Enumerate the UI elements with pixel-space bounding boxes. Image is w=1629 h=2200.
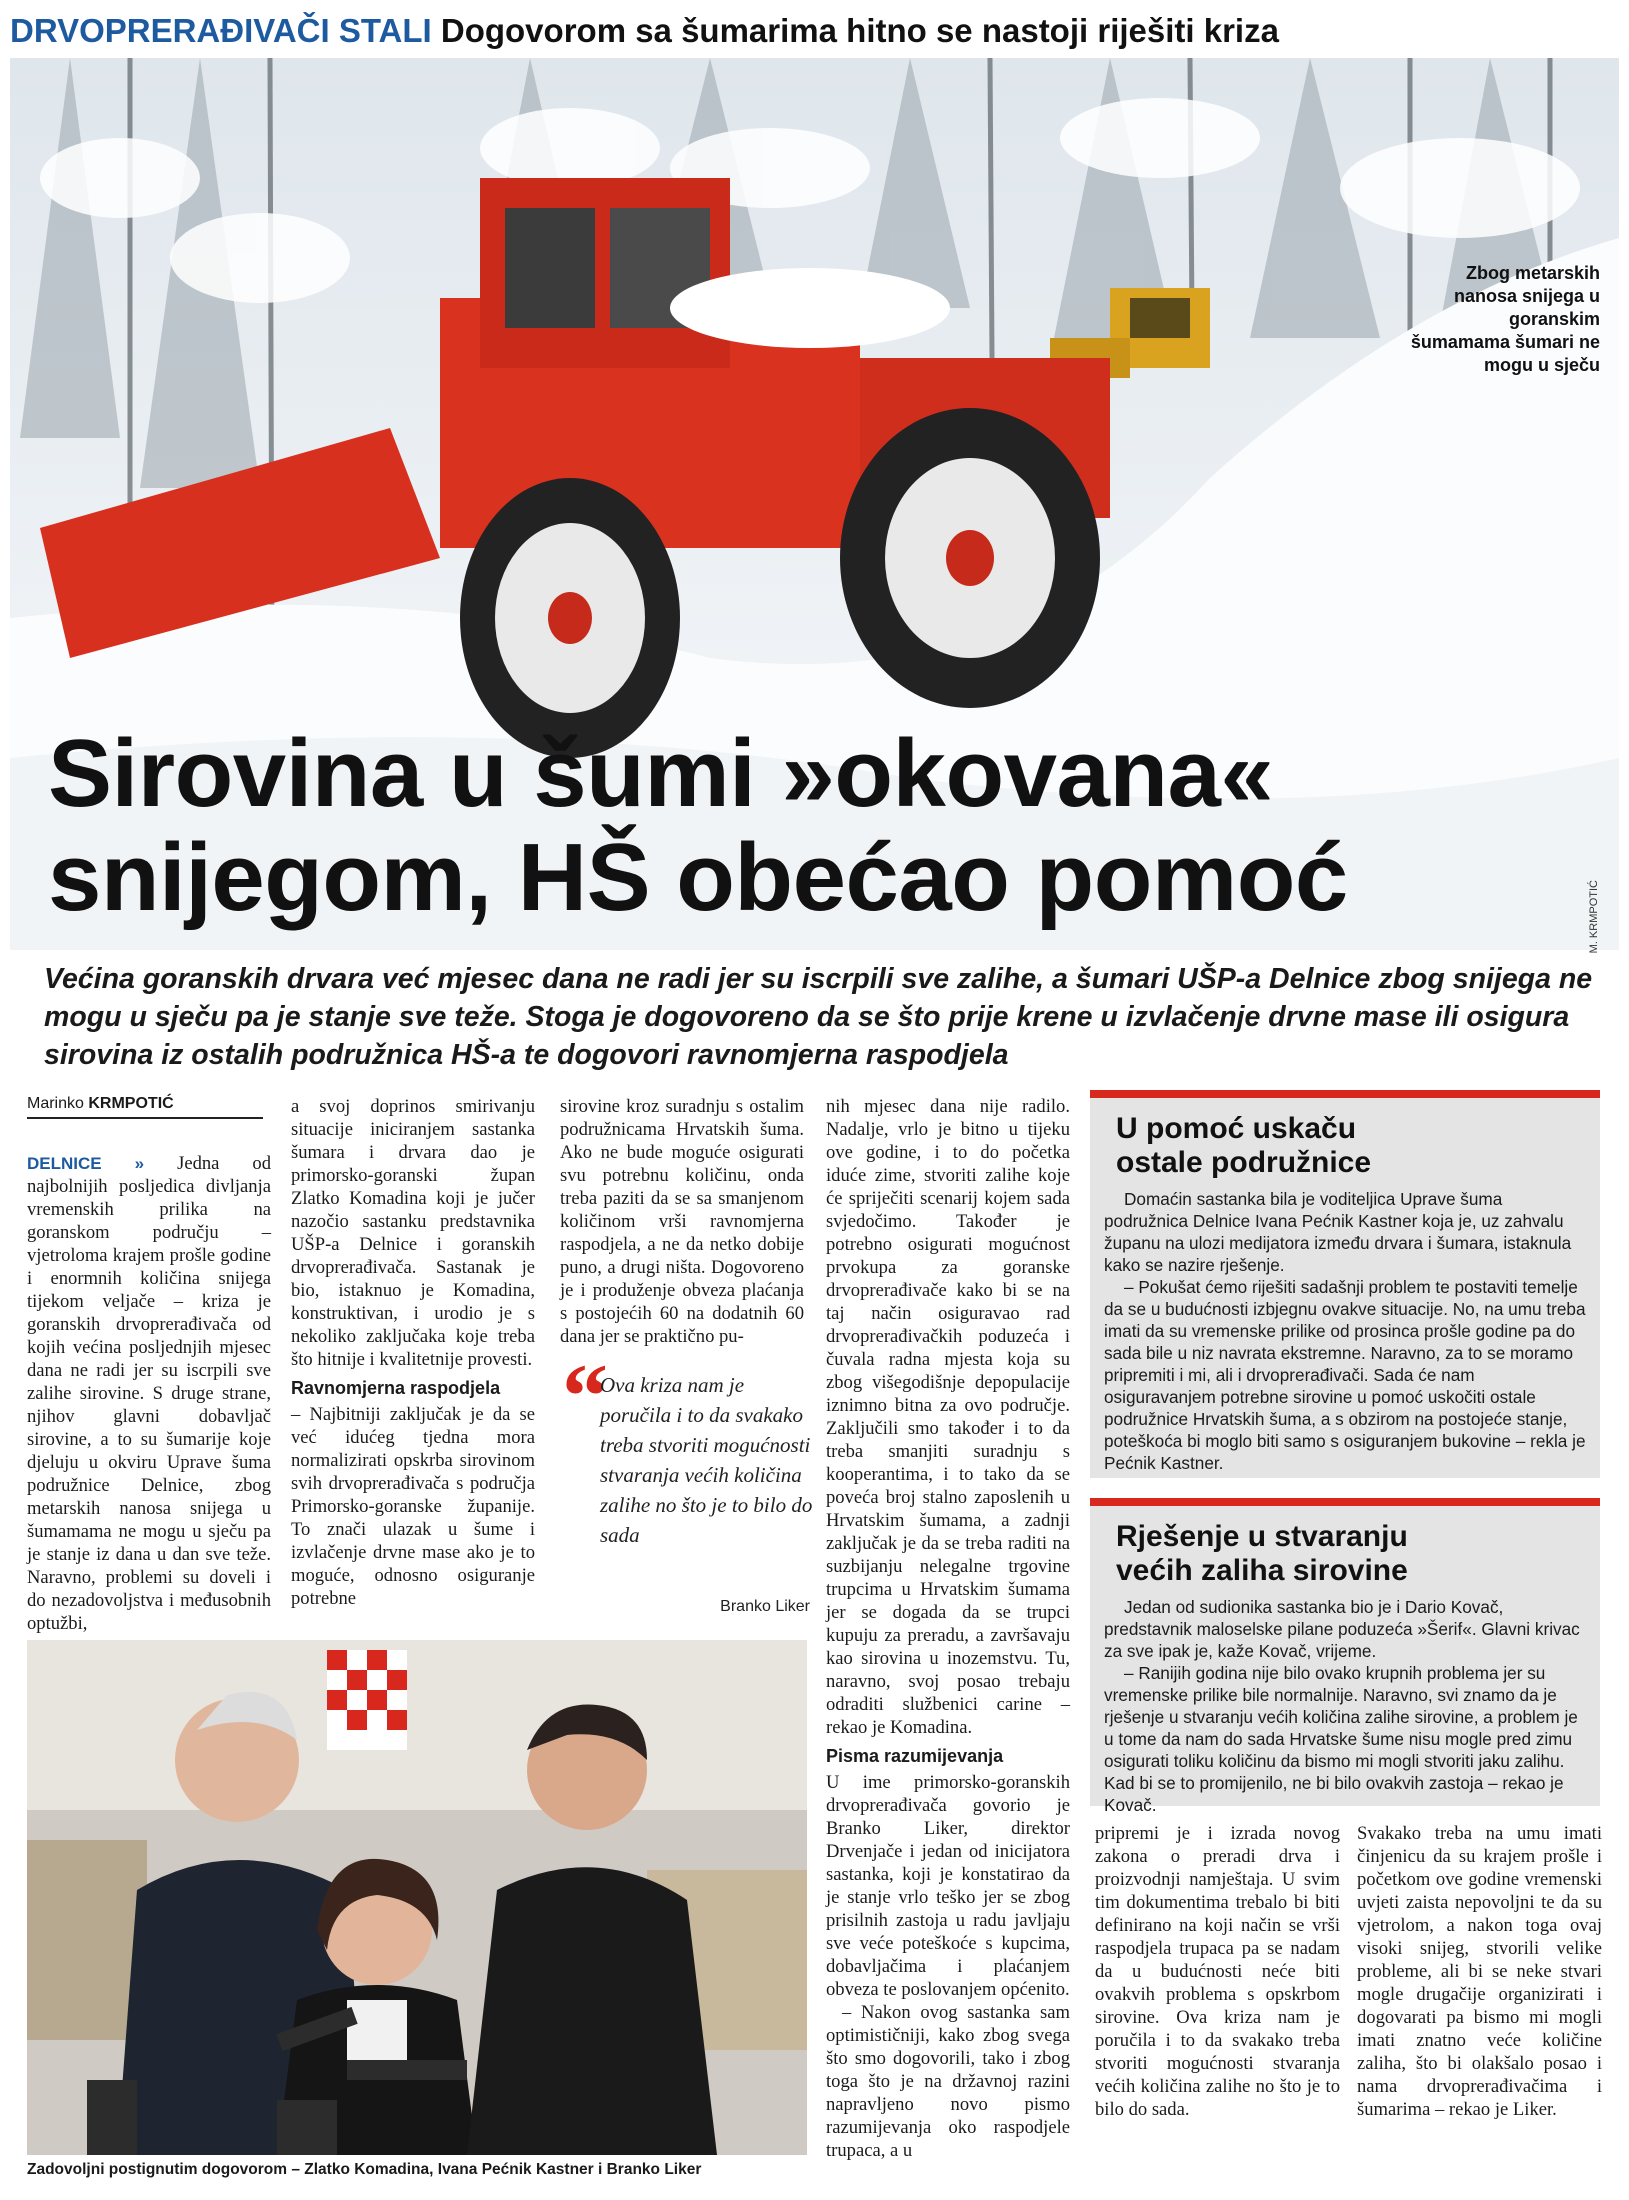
sidebar-1-paragraph-2: – Pokušat ćemo riješiti sadašnji problem te postaviti temelje da se u budućnosti izbjegnu ovakve situacije. No, na umu treba imati da su vremenske prilike od prosinca prošle godine pa do sada bile u niz navrata ekstremne. Naravno, za to se moramo pripremiti i mi, ali i drvoprerađivači. Sada će nam osiguravanjem potrebne sirovine u pomoć uskočiti ostale podružnice Hrvatskih šuma, a s obzirom na postojeće stanje, poteškoća bi moglo biti samo s osiguranjem bukovine – rekla je Pećnik Kastner. — [1104, 1277, 1586, 1473]
sidebar-2-paragraph-2: – Ranijih godina nije bilo ovako krupnih problema jer su vremenske prilike bile normalnije. Naravno, svi znamo da je rješenje u stvaranju većih količina zalihe sirovine, a problem je u tome da nam do sada Hrvatske šume nisu mogle pred zimu osigurati toliku količinu da bismo mi mogli stvoriti jaku zalihu. Kad bi se to promijenilo, ne bi bilo ovakvih zastoja – rekao je Kovač. — [1104, 1663, 1578, 1815]
dateline: DELNICE — [27, 1154, 102, 1173]
byline — [27, 1095, 263, 1119]
pull-quote: Ova kriza nam je poručila i to da svakako treba stvoriti mogućnosti stvaranja većih količina zalihe no što je to bilo do sada — [600, 1373, 813, 1547]
sidebar-2-title-line-1: Rješenje u stvaranju — [1116, 1520, 1408, 1553]
byline-first: Marinko — [27, 1095, 84, 1112]
headline-line-1: Sirovina u šumi »okovana« — [48, 720, 1274, 827]
body-column-6 — [1357, 1822, 1602, 2121]
column-4-paragraph-2: U ime primorsko-goranskih drvoprerađivača govorio je Branko Liker, direktor Drvenjače i jedan od inicijatora sastanka, koji je konstatirao da je stanje vrlo teško jer se zbog prisilnih zastoja u radu javljaju sve veće poteškoće s kupcima, dobavljačima i plaćanjem obveza te poslovanjem općenito. — [826, 1772, 1070, 2000]
sidebar-2-title-line-2: većih zaliha sirovine — [1116, 1554, 1408, 1587]
sidebar-1-text — [1104, 1188, 1586, 1474]
meeting-people-image — [27, 1640, 807, 2155]
group-photo-caption: Zadovoljni postignutim dogovorom – Zlatko Komadina, Ivana Pećnik Kastner i Branko Liker — [27, 2161, 702, 2178]
sidebar-2-rule — [1090, 1498, 1600, 1506]
pull-quote-source: Branko Liker — [720, 1598, 810, 1615]
photo-credit: M. KRMPOTIĆ — [1588, 880, 1600, 954]
body-column-4 — [826, 1095, 1070, 2162]
sidebar-1-title-line-2: ostale podružnice — [1116, 1146, 1372, 1179]
hero-caption: Zbog metarskih nanosa snijega u goranskim šumamama šumari ne mogu u sječu — [1410, 263, 1600, 375]
column-1-paragraph-1: Jedna od najbolnijih posljedica divljanja vremenskih prilika na goranskom području – vjetrolomа krajem prošle godine i enormnih količina snijega tijekom veljače – kriza je goranskih drvoprerađivača od kojih većina posljednjih mjesec dana ne radi jer su iscrpili sve zalihe sirovine. S druge strane, njihov glavni dobavljač sirovine, a to su šumarije koje djeluju u okviru Uprave šuma podružnice Delnice, zbog metarskih nanosa snijega u šumamama ne mogu u sječu pa je stanje iz dana u dan sve teže. Naravno, problemi su doveli i do nezadovoljstva i međusobnih optužbi, — [27, 1153, 272, 1634]
byline-last: KRMPOTIĆ — [88, 1095, 174, 1112]
lead-paragraph: Većina goranskih drvara već mjesec dana ne radi jer su iscrpili sve zalihe, a šumari UŠP-a Delnice zbog snijega ne mogu u sječu pa je stanje sve teže. Stoga je dogovoreno da se što prije krene u izvlačenje drvne mase ili osigura sirovina iz ostalih podružnica HŠ-a te dogovori ravnomjerna raspodjela — [44, 963, 1593, 1071]
body-column-5 — [1095, 1822, 1340, 2121]
sidebar-1-rule — [1090, 1090, 1600, 1098]
column-3-paragraph-1: sirovine kroz suradnju s ostalim podružnicama Hrvatskih šuma. Ako ne bude moguće osigurati svu potrebnu količinu, onda treba paziti da se sa smanjenom količinom vrši ravnomjerna raspodjela, a ne da netko dobije puno, a drugi ništa. Dogovoreno je i produženje obveza plaćanja s postojećih 60 na dodatnih 60 dana jer se praktično pu- — [560, 1096, 804, 1347]
column-2-paragraph-1: a svoj doprinos smirivanju situacije iniciranjem sastanka šumara i drvara dao je primorsko-goranski župan Zlatko Komadina koji je jučer nazočio sastanku predstavnika UŠP-a Delnice i goranskih drvoprerađivača. Sastanak je bio, istaknuo je Komadina, konstruktivan, i urodio je s nekoliko zaključaka koje treba što hitnije i kvalitetnije provesti. — [291, 1096, 535, 1370]
sidebar-2-text — [1104, 1596, 1586, 1816]
sidebar-2-paragraph-1: Jedan od sudionika sastanka bio je i Dario Kovač, predstavnik maloselske pilane poduzeća »Šerif«. Glavni krivac za sve ipak je, kaže Kovač, vrijeme. — [1104, 1597, 1580, 1661]
column-2-paragraph-2: – Najbitniji zaključak je da se već idućeg tjedna mora normalizirati opskrba sirovinom svih drvoprerađivača s područja Primorsko-goranske županije. To znači ulazak u šume i izvlačenje drvne mase ako je to moguće, odnosno osiguranje potrebne — [291, 1404, 535, 1609]
sidebar-2-title — [1104, 1506, 1586, 1596]
column-5-paragraph-1: pripremi je i izrada novog zakona o preradi drva i proizvodnji namještaja. U svim tim dokumentima trebalo bi biti definirano na koji način se vrši raspodjela trupaca pa se nadam da u budućnosti neće biti ovakvih problema s opskrbom sirovine. Ova kriza nam je poručila i to da svakako treba stvoriti mogućnosti stvaranja većih količina zalihe no što je to bilo do sada. — [1095, 1823, 1340, 2120]
kicker-section: DRVOPRERAĐIVAČI STALI — [10, 12, 432, 49]
column-4-paragraph-1: nih mjesec dana nije radilo. Nadalje, vrlo je bitno u tijeku ove godine, i to do početka iduće zime, stvoriti zalihe koje će spriječiti scenarij kojem sada svjedočimo. Također je potrebno osigurati mogućnost prvokupa za goranske drvoprerađivače kako bi se na taj način osiguravao rad drvoprerađivačkih poduzeća i čuvala radna mjesta koja su zbog višegodišnje depopulacije iznimno bitna za ovo područje. Zaključili smo također i to da treba smanjiti suradnju s kooperantima, i to tako da se poveća broj stalno zaposlenih u Hrvatskim šumama, a zadnji zaključak je da se treba raditi na suzbijanju nelegalne trgovine trupcima u Hrvatskim šumama jer se dogada da se trupci kupuju za preradu, a završavaju kao sirovina u inozemstvu. Tu, naravno, svoj posao trebaju odraditi službenici carine – rekao je Komadina. — [826, 1096, 1070, 1738]
body-column-3 — [560, 1095, 804, 1348]
column-6-paragraph-1: Svakako treba na umu imati činjenicu da su krajem prošle i početkom ove godine vremenski uvjeti zaista nepovoljni te da su vjetrolom, a nakon toga ovaj visoki snijeg, stvorili velike probleme, ali bi se neke stvari mogle drugačije organizirati i dogovarati pa bismo mi mogli imati znatno veće količine zaliha, što bi olakšalo posao i nama drvoprerađivačima i šumarima – rekao je Liker. — [1357, 1823, 1602, 2120]
coat-of-arms-icon — [327, 1650, 407, 1750]
sidebar-box-2 — [1090, 1506, 1600, 1815]
sidebar-1-paragraph-1: Domaćin sastanka bila je voditeljica Uprave šuma podružnica Delnice Ivana Pećnik Kastner koja je, uz zahvalu županu na ulozi medijatora između drvara i šumara, istaknula kako se nazire rješenje. — [1104, 1189, 1572, 1275]
sidebar-1-title — [1104, 1098, 1586, 1188]
kicker-text: Dogovorom sa šumarima hitno se nastoji riješiti kriza — [440, 12, 1279, 49]
group-photo — [27, 1640, 807, 2155]
headline — [48, 722, 1548, 930]
subhead-ravnomjerna: Ravnomjerna raspodjela — [291, 1378, 501, 1398]
kicker — [10, 6, 1619, 56]
body-column-2 — [291, 1095, 535, 1610]
sidebar-1-title-line-1: U pomoć uskaču — [1116, 1112, 1357, 1145]
body-column-1 — [27, 1152, 271, 1635]
column-4-paragraph-3: – Nakon ovog sastanka sam optimističniji, kako zbog svega što smo dogovorili, tako i zbog toga što je na državnoj razini napravljeno novo pismo razumijevanja oko raspodjele trupaca, a u — [826, 2002, 1070, 2161]
sidebar-box-1 — [1090, 1098, 1600, 1478]
dateline-arrows-icon: » — [134, 1154, 145, 1173]
quote-mark-icon: “ — [562, 1345, 608, 1447]
subhead-pisma: Pisma razumijevanja — [826, 1746, 1004, 1766]
headline-line-2: snijegom, HŠ obećao pomoć — [48, 824, 1348, 931]
